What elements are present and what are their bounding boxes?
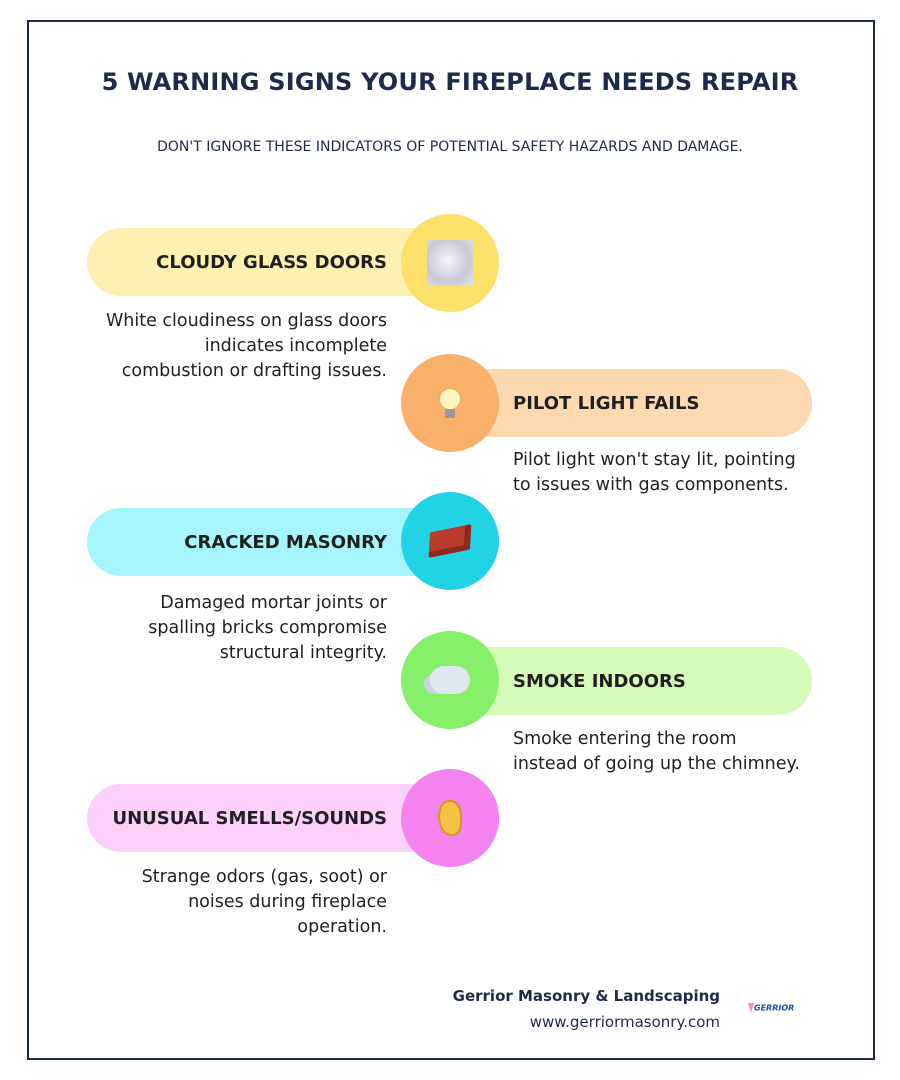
sign-description: Pilot light won't stay lit, pointing to issues with gas components. bbox=[513, 450, 796, 495]
sign-description: White cloudiness on glass doors indicates incomplete combustion or drafting issues. bbox=[105, 311, 387, 381]
company-logo bbox=[748, 1003, 794, 1013]
ear-icon bbox=[438, 800, 462, 836]
sign-label: UNUSUAL SMELLS/SOUNDS bbox=[112, 807, 387, 829]
sign-circle bbox=[401, 769, 499, 867]
cloudy-glass-icon bbox=[427, 240, 473, 286]
sign-circle bbox=[401, 631, 499, 729]
page-subtitle: DON'T IGNORE THESE INDICATORS OF POTENTIAL SAFETY HAZARDS AND DAMAGE. bbox=[157, 139, 743, 155]
sign-label: CRACKED MASONRY bbox=[184, 531, 387, 553]
company-website[interactable]: www.gerriormasonry.com bbox=[529, 1013, 720, 1031]
light-bulb-icon bbox=[439, 388, 461, 418]
sign-circle bbox=[401, 354, 499, 452]
brick-icon bbox=[429, 524, 472, 558]
sign-description: Strange odors (gas, soot) or noises during fireplace operation. bbox=[141, 867, 387, 937]
page-title: 5 WARNING SIGNS YOUR FIREPLACE NEEDS REPAIR bbox=[101, 68, 799, 96]
sign-label: SMOKE INDOORS bbox=[513, 670, 686, 692]
company-name: Gerrior Masonry & Landscaping bbox=[452, 987, 720, 1005]
logo-text: GERRIOR bbox=[754, 1003, 795, 1013]
sign-description: Damaged mortar joints or spalling bricks compromise structural integrity. bbox=[148, 593, 387, 663]
sign-label: CLOUDY GLASS DOORS bbox=[156, 251, 387, 273]
sign-circle bbox=[401, 492, 499, 590]
smoke-icon bbox=[430, 666, 470, 694]
sign-label: PILOT LIGHT FAILS bbox=[513, 392, 700, 414]
sign-description: Smoke entering the room instead of going up the chimney. bbox=[513, 729, 800, 774]
sign-circle bbox=[401, 214, 499, 312]
